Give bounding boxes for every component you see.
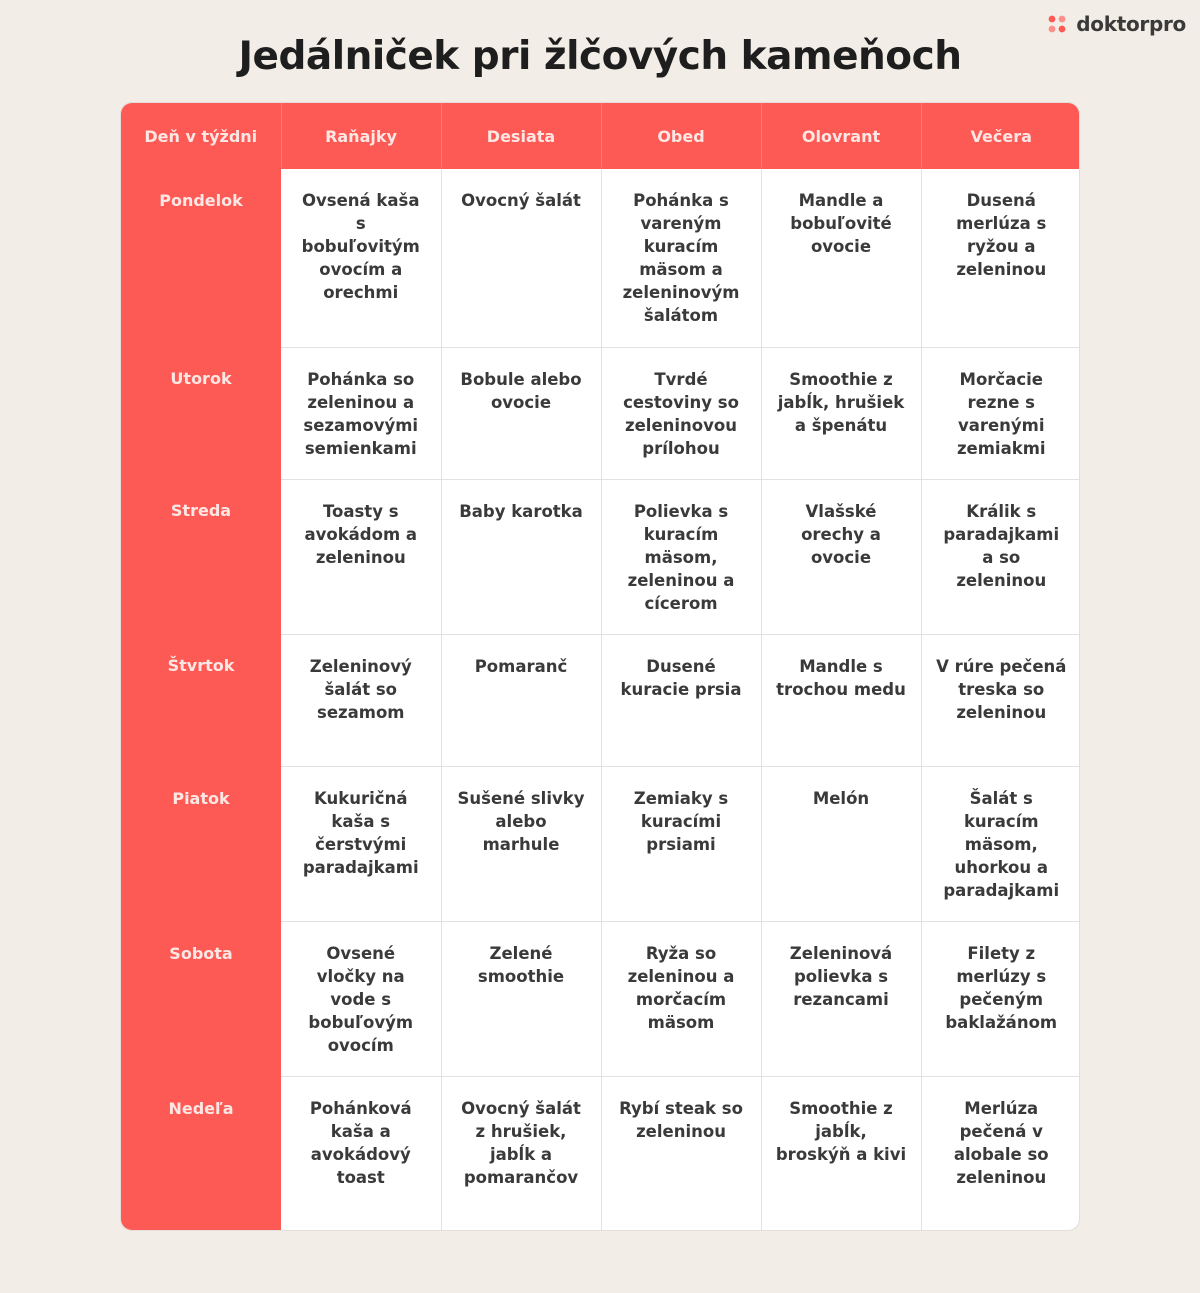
meal-cell: Morčacie rezne s varenými zemiakmi bbox=[921, 347, 1080, 479]
meal-cell: Ovocný šalát bbox=[441, 169, 601, 347]
day-cell: Streda bbox=[121, 479, 281, 634]
meal-cell: Dusené kuracie prsia bbox=[601, 634, 761, 766]
meal-plan-table bbox=[120, 102, 1080, 1231]
meal-cell: Melón bbox=[761, 767, 921, 922]
day-cell: Sobota bbox=[121, 922, 281, 1077]
header-snack-morning: Desiata bbox=[441, 103, 601, 169]
table-row bbox=[121, 767, 1080, 922]
day-cell: Pondelok bbox=[121, 169, 281, 347]
day-cell: Nedeľa bbox=[121, 1077, 281, 1231]
meal-cell: Zeleninový šalát so sezamom bbox=[281, 634, 441, 766]
meal-cell: Vlašské orechy a ovocie bbox=[761, 479, 921, 634]
meal-cell: Pohánková kaša a avokádový toast bbox=[281, 1077, 441, 1231]
table-row bbox=[121, 1077, 1080, 1231]
header-snack-afternoon: Olovrant bbox=[761, 103, 921, 169]
table-row bbox=[121, 479, 1080, 634]
meal-cell: Mandle a bobuľovité ovocie bbox=[761, 169, 921, 347]
meal-cell: Baby karotka bbox=[441, 479, 601, 634]
day-cell: Piatok bbox=[121, 767, 281, 922]
meal-cell: Zelené smoothie bbox=[441, 922, 601, 1077]
meal-cell: Zeleninová polievka s rezancami bbox=[761, 922, 921, 1077]
meal-cell: Smoothie z jabĺk, broskýň a kivi bbox=[761, 1077, 921, 1231]
meal-cell: Šalát s kuracím mäsom, uhorkou a paradajkami bbox=[921, 767, 1080, 922]
day-cell: Štvrtok bbox=[121, 634, 281, 766]
meal-cell: Ovsené vločky na vode s bobuľovým ovocím bbox=[281, 922, 441, 1077]
header-breakfast: Raňajky bbox=[281, 103, 441, 169]
table-row bbox=[121, 347, 1080, 479]
page-title: Jedálniček pri žlčových kameňoch bbox=[238, 34, 962, 79]
table-row bbox=[121, 922, 1080, 1077]
meal-cell: Mandle s trochou medu bbox=[761, 634, 921, 766]
table-row bbox=[121, 634, 1080, 766]
meal-cell: Králik s paradajkami a so zeleninou bbox=[921, 479, 1080, 634]
table-body bbox=[121, 169, 1080, 1231]
meal-cell: Ovocný šalát z hrušiek, jabĺk a pomarančov bbox=[441, 1077, 601, 1231]
meal-cell: Dusená merlúza s ryžou a zeleninou bbox=[956, 191, 1047, 279]
meal-cell: Pohánka so zeleninou a sezamovými semienkami bbox=[281, 347, 441, 479]
meal-cell: Sušené slivky alebo marhule bbox=[441, 767, 601, 922]
meal-cell: V rúre pečená treska so zeleninou bbox=[921, 634, 1080, 766]
header-day: Deň v týždni bbox=[121, 103, 281, 169]
meal-cell: Polievka s kuracím mäsom, zeleninou a cícerom bbox=[601, 479, 761, 634]
meal-cell: Toasty s avokádom a zeleninou bbox=[281, 479, 441, 634]
table-row bbox=[121, 169, 1080, 347]
meal-cell: Pohánka s vareným kuracím mäsom a zeleninovým šalátom bbox=[601, 169, 761, 347]
meal-cell: Merlúza pečená v alobale so zeleninou bbox=[921, 1077, 1080, 1231]
header-lunch: Obed bbox=[601, 103, 761, 169]
doktorpro-logo-icon bbox=[1046, 13, 1068, 35]
meal-cell: Rybí steak so zeleninou bbox=[601, 1077, 761, 1231]
header-dinner: Večera bbox=[921, 103, 1080, 169]
meal-cell: Pomaranč bbox=[441, 634, 601, 766]
table-header-row bbox=[121, 103, 1080, 169]
meal-cell: Tvrdé cestoviny so zeleninovou prílohou bbox=[601, 347, 761, 479]
meal-cell: Bobule alebo ovocie bbox=[441, 347, 601, 479]
meal-cell: Zemiaky s kuracími prsiami bbox=[601, 767, 761, 922]
brand-name: doktorpro bbox=[1076, 12, 1186, 36]
brand-logo bbox=[1046, 12, 1186, 36]
day-cell: Utorok bbox=[121, 347, 281, 479]
meal-cell: Ryža so zeleninou a morčacím mäsom bbox=[601, 922, 761, 1077]
meal-cell: Ovsená kaša s bobuľovitým ovocím a orechmi bbox=[281, 169, 441, 347]
meal-cell: Kukuričná kaša s čerstvými paradajkami bbox=[281, 767, 441, 922]
meal-plan-grid bbox=[121, 103, 1080, 1231]
meal-cell: Filety z merlúzy s pečeným baklažánom bbox=[921, 922, 1080, 1077]
meal-cell: Smoothie z jabĺk, hrušiek a špenátu bbox=[761, 347, 921, 479]
